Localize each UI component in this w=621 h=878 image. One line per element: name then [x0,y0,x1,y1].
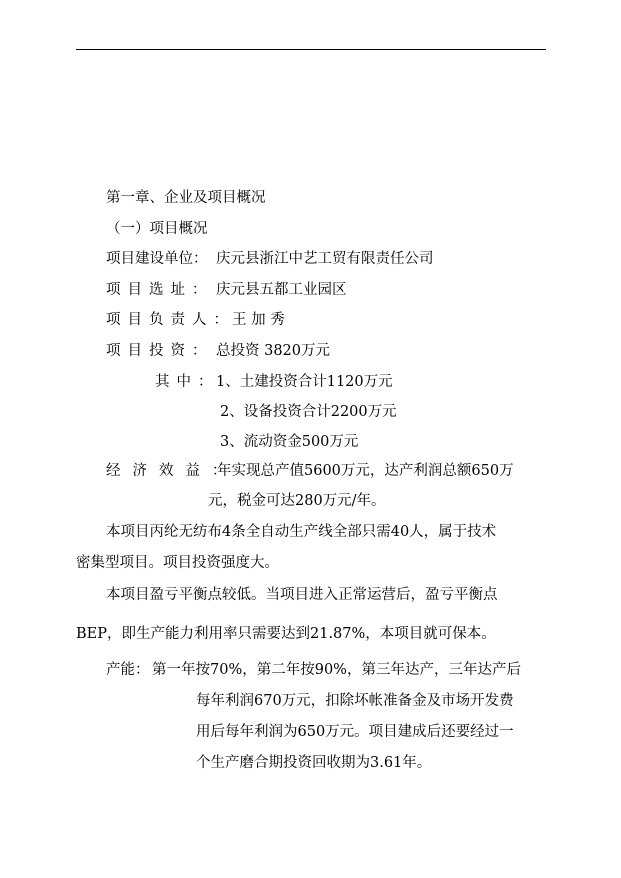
paragraph-2-line-1: 本项目盈亏平衡点较低。当项目进入正常运营后，盈亏平衡点 [106,587,498,603]
breakdown-item-1: 1、土建投资合计1120万元 [216,374,393,390]
breakdown-item-3: 3、流动资金500万元 [220,434,359,450]
unit-value: 庆元县浙江中艺工贸有限责任公司 [216,251,434,267]
paragraph-1-line-1: 本项目丙纶无纺布4条全自动生产线全部只需40人，属于技术 [106,524,497,540]
paragraph-2-line-2: BEP，即生产能力利用率只需要达到21.87%，本项目就可保本。 [76,626,496,642]
breakdown-label: 其中： [155,374,220,390]
leader-label: 项目负责人： [106,312,235,328]
benefit-label: 经济效益： [106,463,239,479]
capacity-line-3: 用后每年利润为650万元。项目建成后还要经过一 [196,724,514,740]
site-value: 庆元县五都工业园区 [216,282,347,298]
capacity-line-1: 第一年按70%，第二年按90%，第三年达产，三年达产后 [152,662,521,678]
benefit-line-1: 年实现总产值5600万元，达产利润总额650万 [217,463,514,479]
site-label: 项目选址： [106,282,214,298]
paragraph-1-line-2: 密集型项目。项目投资强度大。 [76,555,279,571]
breakdown-item-2: 2、设备投资合计2200万元 [220,404,397,420]
chapter-title: 第一章、企业及项目概况 [106,190,266,206]
invest-label: 项目投资： [106,343,214,359]
capacity-label: 产能： [106,662,150,678]
leader-value: 王 加 秀 [232,312,285,328]
unit-label: 项目建设单位： [106,251,208,267]
invest-value: 总投资 3820万元 [216,343,331,359]
section-title: （一）项目概况 [106,221,208,237]
capacity-line-2: 每年利润670万元，扣除坏帐准备金及市场开发费 [196,693,514,709]
header-rule [76,49,546,50]
capacity-line-4: 个生产磨合期投资回收期为3.61年。 [196,755,432,771]
benefit-line-2: 元，税金可达280万元/年。 [208,493,386,509]
